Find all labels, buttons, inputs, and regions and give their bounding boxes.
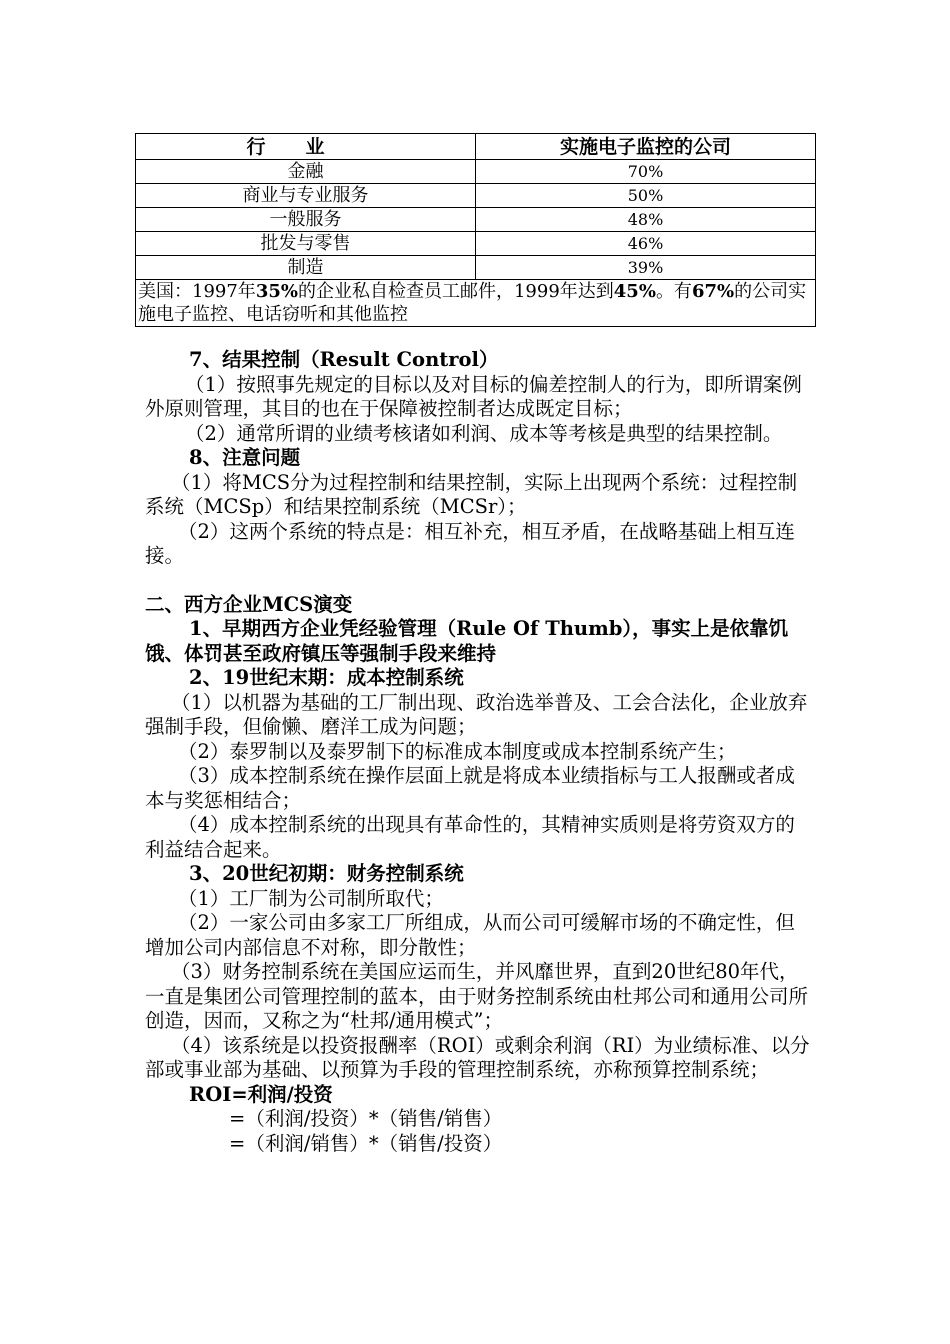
- note-text: 。有: [655, 281, 692, 302]
- formula-line: =（利润/投资）*（销售/销售）: [229, 1107, 503, 1130]
- percent-cell: 50%: [476, 184, 816, 208]
- industry-cell: 金融: [136, 160, 476, 184]
- monitoring-table-container: [135, 133, 815, 327]
- table-row: [136, 208, 816, 232]
- formula-heading: ROI=利润/投资: [189, 1082, 333, 1106]
- document-body: [145, 348, 810, 1156]
- section-heading: 3、20世纪初期：财务控制系统: [189, 862, 464, 885]
- monitoring-table: [135, 133, 816, 327]
- section-heading: 2、19世纪末期：成本控制系统: [189, 666, 464, 689]
- paragraph: （3）成本控制系统在操作层面上就是将成本业绩指标与工人报酬或者成本与奖惩相结合；: [145, 764, 795, 812]
- industry-cell: 批发与零售: [136, 232, 476, 256]
- industry-cell: 商业与专业服务: [136, 184, 476, 208]
- section-7-heading: 7、结果控制（Result Control）: [189, 348, 499, 371]
- section-heading: 1、早期西方企业凭经验管理（Rule Of Thumb），事实上是依靠饥饿、体罚甚至政府镇压等强制手段来维持: [145, 617, 789, 665]
- paragraph: （1）以机器为基础的工厂制出现、政治选举普及、工会合法化，企业放弃强制手段，但偷懒、磨洋工成为问题；: [145, 690, 808, 738]
- note-text: 的公司实施电子监控、电话窃听和其他监控: [138, 281, 807, 325]
- note-bold: 45%: [613, 281, 656, 302]
- table-note-row: [136, 280, 816, 327]
- table-header-row: [136, 134, 816, 160]
- header-industry: 行业: [136, 134, 476, 160]
- percent-cell: 46%: [476, 232, 816, 256]
- percent-cell: 70%: [476, 160, 816, 184]
- paragraph: （2）通常所谓的业绩考核诸如利润、成本等考核是典型的结果控制。: [185, 421, 783, 445]
- paragraph: （4）成本控制系统的出现具有革命性的，其精神实质则是将劳资双方的利益结合起来。: [145, 813, 795, 861]
- industry-cell: 制造: [136, 256, 476, 280]
- note-text: 的企业私自检查员工邮件，1999年达到: [297, 281, 614, 302]
- industry-cell: 一般服务: [136, 208, 476, 232]
- table-row: [136, 232, 816, 256]
- paragraph: （1）按照事先规定的目标以及对目标的偏差控制人的行为，即所谓案例外原则管理，其目的也在于保障被控制者达成既定目标；: [145, 372, 802, 420]
- paragraph: （2）泰罗制以及泰罗制下的标准成本制度或成本控制系统产生；: [178, 739, 737, 763]
- note-text: 美国：1997年: [138, 281, 256, 302]
- section-8-heading: 8、注意问题: [189, 446, 301, 469]
- formula-line: =（利润/销售）*（销售/投资）: [229, 1131, 503, 1155]
- note-bold: 67%: [691, 281, 735, 302]
- paragraph: （2）这两个系统的特点是：相互补充，相互矛盾，在战略基础上相互连接。: [145, 519, 795, 567]
- table-row: [136, 160, 816, 184]
- table-note: [136, 280, 816, 327]
- paragraph: （1）工厂制为公司制所取代；: [178, 886, 444, 910]
- table-row: [136, 256, 816, 280]
- table-row: [136, 184, 816, 208]
- header-companies: 实施电子监控的公司: [476, 134, 816, 160]
- paragraph: （3）财务控制系统在美国应运而生，并风靡世界，直到20世纪80年代，一直是集团公司管理控制的蓝本，由于财务控制系统由杜邦公司和通用公司所创造，因而，又称之为“杜邦/通用模式”；: [145, 960, 809, 1032]
- paragraph: （4）该系统是以投资报酬率（ROI）或剩余利润（RI）为业绩标准、以分部或事业部为基础、以预算为手段的管理控制系统，亦称预算控制系统；: [145, 1033, 810, 1081]
- paragraph: （2）一家公司由多家工厂所组成，从而公司可缓解市场的不确定性，但增加公司内部信息不对称，即分散性；: [145, 911, 795, 959]
- paragraph: （1）将MCS分为过程控制和结果控制，实际上出现两个系统：过程控制系统（MCSp）和结果控制系统（MCSr）；: [145, 470, 798, 518]
- spacer: [145, 569, 810, 593]
- note-bold: 35%: [255, 281, 298, 302]
- percent-cell: 48%: [476, 208, 816, 232]
- part-2-heading: 二、西方企业MCS演变: [145, 592, 353, 616]
- percent-cell: 39%: [476, 256, 816, 280]
